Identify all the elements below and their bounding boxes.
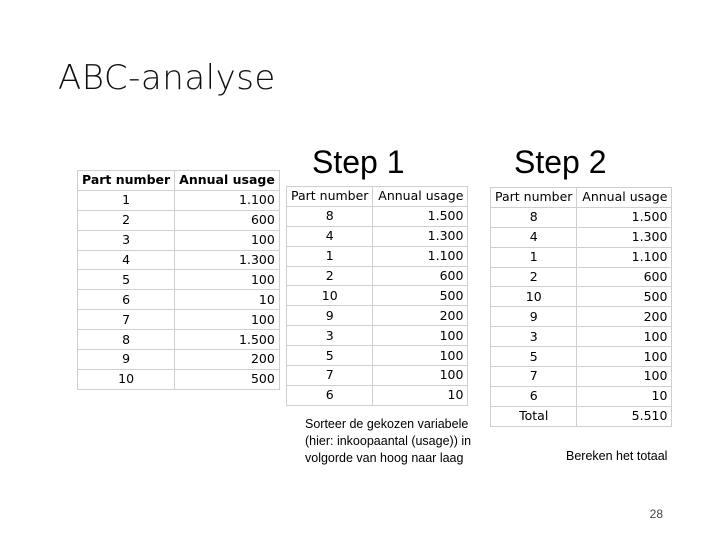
total-label: Total	[491, 406, 577, 426]
table-row	[78, 350, 280, 370]
annual-usage-cell: 600	[577, 267, 672, 287]
column-header-annual-usage: Annual usage	[373, 187, 468, 207]
table-row	[491, 267, 672, 287]
part-number-cell: 1	[287, 246, 373, 266]
table-row	[287, 246, 468, 266]
table-row	[287, 326, 468, 346]
table-row	[491, 327, 672, 347]
part-number-cell: 7	[287, 366, 373, 386]
table-row	[78, 310, 280, 330]
column-header-part-number: Part number	[491, 188, 577, 208]
table-header-row	[287, 187, 468, 207]
part-number-cell: 1	[78, 190, 175, 210]
table-row	[78, 330, 280, 350]
total-row	[491, 406, 672, 426]
part-number-cell: 2	[491, 267, 577, 287]
annual-usage-cell: 500	[577, 287, 672, 307]
part-number-cell: 4	[78, 250, 175, 270]
table-row	[491, 307, 672, 327]
annual-usage-cell: 1.300	[175, 250, 280, 270]
annual-usage-cell: 1.100	[175, 190, 280, 210]
table-header-row	[491, 188, 672, 208]
annual-usage-cell: 1.500	[175, 330, 280, 350]
table-row	[78, 290, 280, 310]
step2-table	[490, 187, 672, 427]
part-number-cell: 6	[491, 386, 577, 406]
step2-table-body	[491, 207, 672, 406]
step1-note: Sorteer de gekozen variabele (hier: inkoopaantal (usage)) in volgorde van hoog naar laag	[305, 417, 472, 465]
annual-usage-cell: 100	[577, 367, 672, 387]
annual-usage-cell: 10	[175, 290, 280, 310]
table-row	[287, 306, 468, 326]
column-header-annual-usage: Annual usage	[577, 188, 672, 208]
part-number-cell: 10	[78, 369, 175, 389]
annual-usage-cell: 1.500	[577, 207, 672, 227]
annual-usage-cell: 100	[577, 347, 672, 367]
part-number-cell: 7	[78, 310, 175, 330]
table-row	[78, 270, 280, 290]
annual-usage-cell: 1.100	[577, 247, 672, 267]
annual-usage-cell: 100	[175, 230, 280, 250]
annual-usage-cell: 100	[577, 327, 672, 347]
annual-usage-cell: 200	[577, 307, 672, 327]
table-row	[287, 366, 468, 386]
part-number-cell: 8	[491, 207, 577, 227]
part-number-cell: 2	[287, 266, 373, 286]
part-number-cell: 4	[491, 227, 577, 247]
annual-usage-cell: 200	[373, 306, 468, 326]
part-number-cell: 10	[287, 286, 373, 306]
part-number-cell: 9	[287, 306, 373, 326]
part-number-cell: 7	[491, 367, 577, 387]
annual-usage-cell: 10	[577, 386, 672, 406]
annual-usage-cell: 100	[373, 326, 468, 346]
step1-table	[286, 186, 468, 406]
part-number-cell: 6	[287, 385, 373, 405]
annual-usage-cell: 500	[175, 369, 280, 389]
part-number-cell: 8	[78, 330, 175, 350]
table-row	[491, 347, 672, 367]
table-row	[78, 230, 280, 250]
table-row	[287, 385, 468, 405]
part-number-cell: 1	[491, 247, 577, 267]
table-row	[78, 369, 280, 389]
table-row	[491, 247, 672, 267]
table-row	[287, 226, 468, 246]
table-row	[78, 210, 280, 230]
total-value: 5.510	[577, 406, 672, 426]
step1-title: Step 1	[312, 144, 405, 180]
annual-usage-cell: 600	[373, 266, 468, 286]
annual-usage-cell: 1.300	[373, 226, 468, 246]
original-table-body	[78, 190, 280, 389]
annual-usage-cell: 10	[373, 385, 468, 405]
table-row	[287, 206, 468, 226]
annual-usage-cell: 100	[373, 366, 468, 386]
table-row	[491, 207, 672, 227]
column-header-part-number: Part number	[78, 171, 175, 191]
part-number-cell: 9	[491, 307, 577, 327]
part-number-cell: 6	[78, 290, 175, 310]
part-number-cell: 5	[78, 270, 175, 290]
table-row	[491, 386, 672, 406]
table-row	[78, 190, 280, 210]
annual-usage-cell: 1.300	[577, 227, 672, 247]
column-header-part-number: Part number	[287, 187, 373, 207]
page-number: 28	[649, 507, 663, 521]
part-number-cell: 9	[78, 350, 175, 370]
part-number-cell: 5	[491, 347, 577, 367]
part-number-cell: 2	[78, 210, 175, 230]
table-row	[78, 250, 280, 270]
step2-note: Bereken het totaal	[566, 449, 668, 463]
part-number-cell: 10	[491, 287, 577, 307]
step2-title: Step 2	[514, 144, 607, 180]
part-number-cell: 3	[78, 230, 175, 250]
annual-usage-cell: 600	[175, 210, 280, 230]
table-row	[491, 367, 672, 387]
original-table	[77, 170, 280, 390]
step1-table-body	[287, 206, 468, 405]
table-row	[287, 266, 468, 286]
annual-usage-cell: 100	[175, 270, 280, 290]
table-header-row	[78, 171, 280, 191]
part-number-cell: 3	[287, 326, 373, 346]
part-number-cell: 5	[287, 346, 373, 366]
annual-usage-cell: 200	[175, 350, 280, 370]
table-row	[287, 286, 468, 306]
part-number-cell: 4	[287, 226, 373, 246]
table-row	[491, 287, 672, 307]
annual-usage-cell: 1.100	[373, 246, 468, 266]
annual-usage-cell: 100	[373, 346, 468, 366]
table-row	[491, 227, 672, 247]
part-number-cell: 3	[491, 327, 577, 347]
table-row	[287, 346, 468, 366]
annual-usage-cell: 500	[373, 286, 468, 306]
part-number-cell: 8	[287, 206, 373, 226]
annual-usage-cell: 1.500	[373, 206, 468, 226]
slide-title: ABC-analyse	[58, 58, 276, 98]
column-header-annual-usage: Annual usage	[175, 171, 280, 191]
annual-usage-cell: 100	[175, 310, 280, 330]
